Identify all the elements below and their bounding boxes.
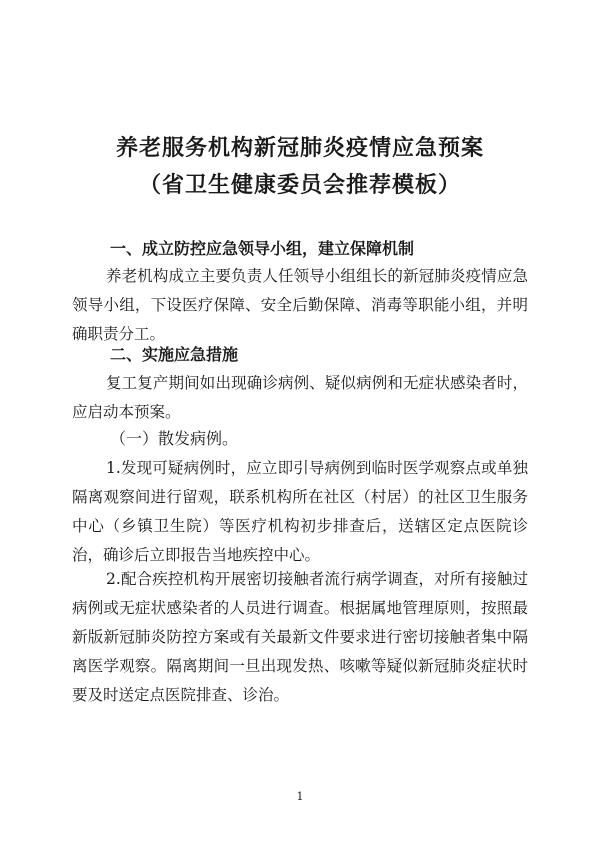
section-2-item-1: 1.发现可疑病例时，应立即引导病例到临时医学观察点或单独隔离观察间进行留观，联系机构所在社区（村居）的社区卫生服务中心（乡镇卫生院）等医疗机构初步排查后，送辖区定点医院诊治，确诊后立即报告当地疾控中心。 (72, 459, 528, 564)
section-2-intro: 复工复产期间如出现确诊病例、疑似病例和无症状感染者时，应启动本预案。 (72, 374, 528, 421)
section-2-subheading: （一）散发病例。 (110, 429, 239, 448)
section-2-heading: 二、实施应急措施 (110, 345, 239, 364)
section-1-heading: 一、成立防控应急领导小组，建立保障机制 (110, 239, 415, 258)
section-2-item-2: 2.配合疾控机构开展密切接触者流行病学调查，对所有接触过病例或无症状感染者的人员进行调查。根据属地管理原则，按照最新版新冠肺炎防控方案或有关最新文件要求进行密切接触者集中隔离医学观察。隔离期间一旦出现发热、咳嗽等疑似新冠肺炎症状时要及时送定点医院排查、诊治。 (72, 570, 528, 704)
page-number: 1 (296, 790, 304, 803)
document-subtitle: （省卫生健康委员会推荐模板） (138, 172, 461, 198)
section-1-paragraph: 养老机构成立主要负责人任领导小组组长的新冠肺炎疫情应急领导小组，下设医疗保障、安全后勤保障、消毒等职能小组，并明确职责分工。 (72, 267, 528, 343)
document-title: 养老服务机构新冠肺炎疫情应急预案 (115, 135, 484, 161)
